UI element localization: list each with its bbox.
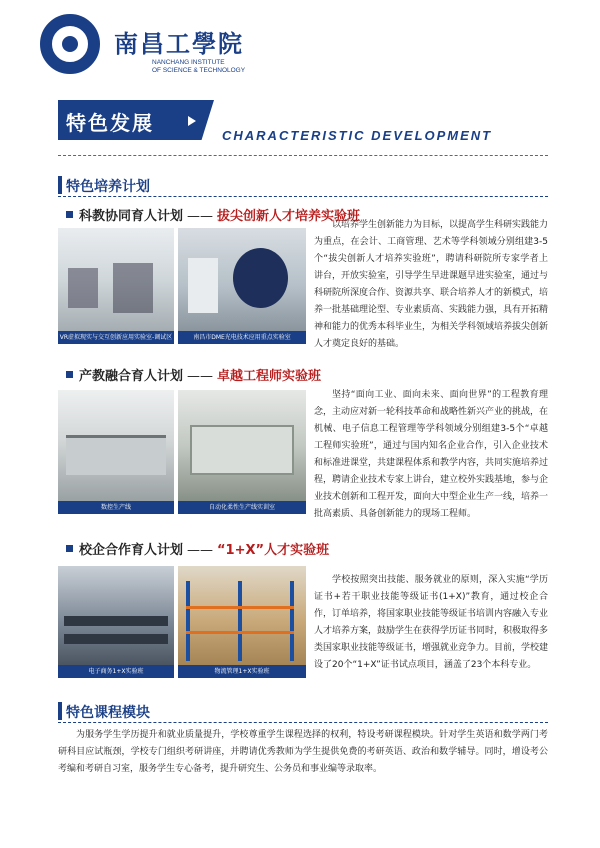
school-emblem-icon	[40, 14, 100, 74]
school-name-cn: 南昌工學院	[114, 29, 244, 58]
square-bullet-icon	[66, 211, 73, 218]
square-bullet-icon	[66, 371, 73, 378]
photo-caption: VR虚拟现实与交互创新应用实验室-调试区	[58, 331, 174, 344]
photo-caption: 物流管理1+X实验班	[178, 665, 306, 678]
photo-optics-lab	[178, 228, 306, 344]
page-title-banner	[58, 100, 218, 140]
school-logo	[40, 14, 260, 78]
paragraph-elite-class: 以培养学生创新能力为目标，以提高学生科研实践能力为重点，在会计、工商管理、艺术等学科领域分别组建3-5个“拔尖创新人才培养实验班”，聘请科研院所专家学者上讲台，开放实验室，引导学生早进课题早进实验室，通过与科研院所深度合作、资源共享、联合培养人才的新模式，培养一批基础理论型、专业素质高、实践能力强，具有开拓精神和能力的优秀本科毕业生，为相关学科领域培养拔尖创新人才奠定良好的基础。	[314, 220, 549, 349]
section-title: 特色课程模块	[66, 705, 150, 721]
square-bullet-icon	[66, 545, 73, 552]
section-title: 特色培养计划	[66, 179, 150, 195]
page-title: 特色发展	[66, 111, 154, 135]
photo-automation-lab	[178, 390, 306, 514]
photo-ecommerce-class	[58, 566, 174, 678]
photo-caption: 数控生产线	[58, 501, 174, 514]
photo-caption: 电子商务1+X实验班	[58, 665, 174, 678]
section-divider	[58, 196, 548, 197]
section-divider	[58, 722, 548, 723]
photo-vr-lab	[58, 228, 174, 344]
subsection-heading-1: 科教协同育人计划 —— 拔尖创新人才培养实验班	[66, 205, 360, 221]
photo-logistics-class	[178, 566, 306, 678]
paragraph-1x-class: 学校按照突出技能、服务就业的原则，深入实施“学历证书+若干职业技能等级证书(1+X)”教育，通过校企合作，订单培养，将国家职业技能等级证书培训内容融入专业人才培养方案，鼓励学生在获得学历证书同时，积极取得多类国家职业技能等级证书，增强就业竞争力。目前，学校建设了20个“1+X”证书试点项目，涵盖了23个本科专业。	[314, 575, 549, 670]
divider	[58, 155, 548, 156]
school-name-en: NANCHANG INSTITUTE OF SCIENCE & TECHNOLOGY	[152, 59, 246, 74]
subsection-heading-3: 校企合作育人计划 —— “1+X”人才实验班	[66, 539, 329, 555]
photo-cnc-line	[58, 390, 174, 514]
paragraph-engineer-class: 坚持“面向工业、面向未来、面向世界”的工程教育理念，主动应对新一轮科技革命和战略性新兴产业的挑战，在机械、电子信息工程管理等学科领域分别组建3-5个“卓越工程师实验班”，通过与国内知名企业合作，引入企业技术和标准进课堂，共建课程体系和教学内容，共同实施培养过程，聘请企业技术专家上讲台，建立校外实践基地，参与企业技术创新和工程开发，面向大中型企业生产一线，培养一批高素质、具备创新能力的现场工程师。	[314, 390, 549, 519]
triangle-arrow-icon	[188, 116, 196, 126]
photo-caption: 自动化柔性生产线实训室	[178, 501, 306, 514]
photo-caption: 南昌市DME光电技术应用重点实验室	[178, 331, 306, 344]
paragraph-course-module: 为服务学生学历提升和就业质量提升，学校尊重学生课程选择的权利，特设考研课程模块。针对学生英语和数学两门考研科目应试瓶颈，学校专门组织考研讲座，并聘请优秀教师为学生提供免费的考研英语、政治和数学辅导。同时，增设考公考编和考研自习室，服务学生专心备考，提升研究生、公务员和事业编等录取率。	[58, 730, 548, 774]
page-title-en: CHARACTERISTIC DEVELOPMENT	[222, 128, 493, 143]
subsection-heading-2: 产教融合育人计划 —— 卓越工程师实验班	[66, 365, 321, 381]
